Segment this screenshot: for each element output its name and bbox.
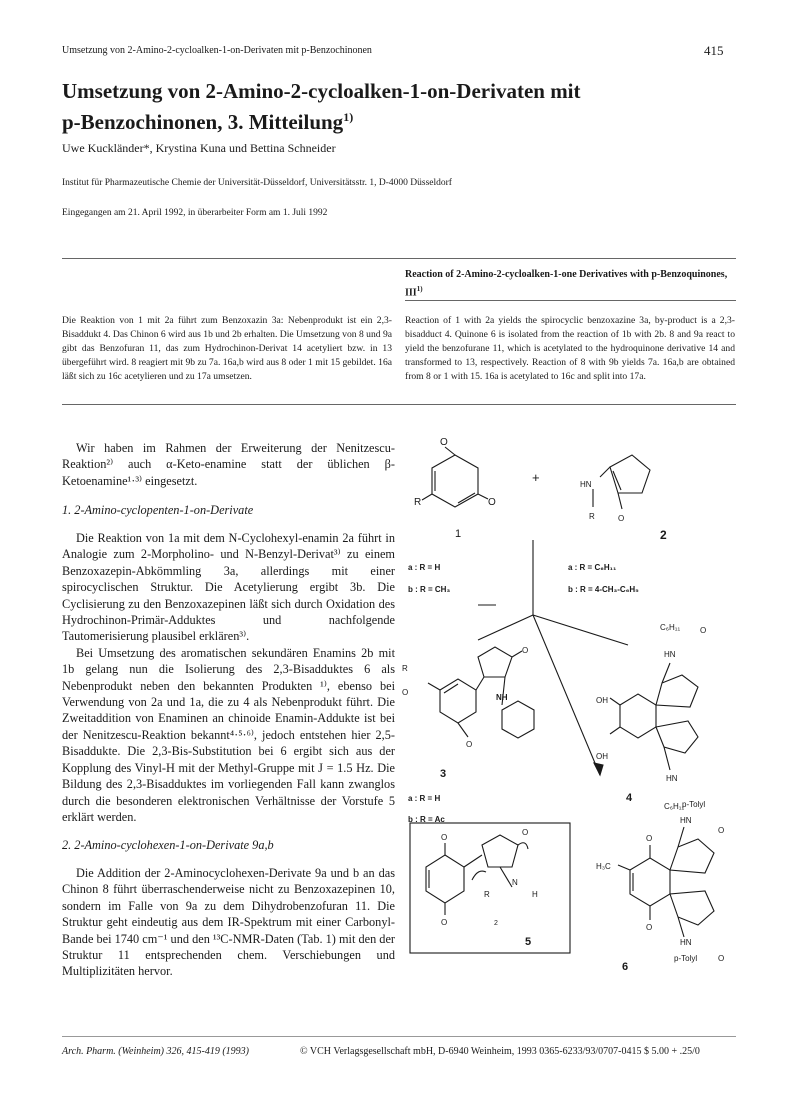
label-O-6b: O (646, 834, 653, 843)
plus-sign: + (532, 470, 540, 485)
label-O-3b: O (522, 646, 529, 655)
intro-text: Wir haben im Rahmen der Erweiterung der Nenitzescu-Reaktion²⁾ auch α-Keto-enamine statt der üblichen β-Ketoenamine¹·³⁾ eingesetzt. (62, 441, 395, 488)
section-1-heading: 1. 2-Amino-cyclopenten-1-on-Derivate (62, 503, 254, 517)
label-O-5c: O (522, 828, 529, 837)
structure-compound-4 (610, 663, 698, 770)
section-1-paragraph-1: Die Reaktion von 1a mit dem N-Cyclohexyl-enamin 2a führt in Analogie zum 2-Morpholino- und N-Benzyl-Derivat³⁾ zu einem Benzoxazepin-Abkömmling 3a, allerdings mit einer spirocyclischen Struktur. Die Acetylierung ergibt 3b. Die Cyclisierung zu den Benzoxazepinen läßt sich durch Oxidation des Hydrochinon-Primär-Adduktes und nachfolgende Tautomerisierung plausibel erklären³⁾. (62, 531, 395, 644)
label-O-1b: O (488, 497, 496, 508)
title-line-1: Umsetzung von 2-Amino-2-cycloalken-1-on-Derivaten mit (62, 79, 581, 103)
label-O-1: O (440, 437, 448, 448)
compound-2b-def: b : R = 4-CH₃-C₆H₅ (568, 585, 639, 594)
english-title-text: Reaction of 2-Amino-2-cycloalken-1-one Derivatives with p-Benzoquinones, III (405, 269, 728, 299)
affiliation: Institut für Pharmazeutische Chemie der Universität-Düsseldorf, Universitätsstr. 1, D-4000 Düsseldorf (62, 178, 452, 188)
label-R-1: R (414, 497, 422, 508)
english-title (405, 268, 735, 300)
label-HN-2: HN (580, 480, 592, 489)
label-R-2: R (589, 512, 595, 521)
abstract-german: Die Reaktion von 1 mit 2a führt zum Benzoxazin 3a: Nebenprodukt ist ein 2,3-Bisaddukt 4. Das Chinon 6 wird aus 1b und 2b erhalten. Die Umsetzung von 8 und 9a gibt das Benzofuran 11, das zum Hydrochinon-Derivat 14 acetyliert bzw. in 13 übergeführt wird. 8 reagiert mit 9b zu 7a. 16a,b wird aus 8 oder 1 mit 15 gebildet. 16a läßt sich zu 16c acetylieren und zu 17a umsetzen. (62, 315, 392, 382)
title-line-2: p-Benzochinonen, 3. Mitteilung (62, 110, 344, 134)
compound-3a-def: a : R = H (408, 794, 441, 803)
structure-compound-6 (618, 827, 714, 937)
section-2-heading: 2. 2-Amino-cyclohexen-1-on-Derivate 9a,b (62, 838, 274, 852)
label-2-in-5: 2 (494, 920, 498, 927)
intro-paragraph (62, 440, 395, 489)
compound-3-number: 3 (440, 768, 447, 780)
compound-5-number: 5 (525, 936, 532, 948)
compound-4-number: 4 (626, 792, 633, 804)
label-O-5a: O (441, 833, 448, 842)
label-OH-4b: OH (596, 752, 608, 761)
label-O-3c: O (466, 740, 473, 749)
label-R-3: R (402, 664, 408, 673)
label-O-4a: O (700, 626, 707, 635)
reaction-scheme (400, 425, 740, 985)
section-1-paragraph-2: Bei Umsetzung des aromatischen sekundären Enamins 2b mit 1b gelang nun die Isolierung des 2,3-Bisadduktes 6 als Nebenprodukt neben den bekannten Produkten ¹⁾, ebenso bei Verwendung von 2a und 1a, die zu 4 als Nebenprodukt führt. Die Zweitaddition von Enaminen an chinoide Enamin-Addukte ist bei der Nenitzescu-Reaktion bekannt⁴·⁵·⁶⁾, jedoch entstehen hier 2,5-Bisaddukte. Die 2,3-Bis-Substitution bei 6 ergibt sich aus der Kopplung des Vinyl-H mit der Methyl-Gruppe mit J = 1.5 Hz. Die Bildung des 2,3-Bisadduktes im vorliegenden Fall kann zwanglos durch die besonderen elektronischen Verhältnisse der Vorstufe 5 erklärt werden. (62, 645, 395, 824)
box-compound-5 (410, 823, 570, 953)
label-O-6c: O (646, 923, 653, 932)
page-number: 415 (704, 43, 724, 58)
divider-bottom (62, 404, 736, 405)
compound-2-number: 2 (660, 528, 667, 542)
compound-6-number: 6 (622, 961, 629, 973)
label-O-2: O (618, 514, 625, 523)
structure-compound-3 (428, 647, 534, 738)
structure-compound-5 (426, 835, 528, 915)
section-2-body (62, 865, 395, 980)
section-1-body (62, 530, 395, 825)
abstract-english: Reaction of 1 with 2a yields the spirocyclic benzoxazine 3a, by-product is a 2,3-bisadduct 4. Quinone 6 is isolated from the reaction of 1b with 2b. 8 and 9a react to yield the benzofurane 11, which is acetylated to the hydroquinone derivative 14 and transformed to 13, respectively. Reaction of 8 with 9b yields 7a. 16a,b are obtained from 8 or 1 with 15. 16a is acetylated to 16c and split into 17a. (405, 315, 735, 382)
structure-compound-1 (422, 447, 488, 507)
label-C6H11-4b: C₆H₁₁ (664, 802, 685, 811)
label-N-5: N (512, 878, 518, 887)
label-HN-6a: HN (680, 816, 692, 825)
received-date: Eingegangen am 21. April 1992, in überarbeiter Form am 1. Juli 1992 (62, 208, 328, 218)
structure-compound-2 (593, 455, 650, 509)
label-ptolyl-6b: p-Tolyl (674, 954, 698, 963)
compound-1-number: 1 (455, 528, 462, 540)
authors: Uwe Kuckländer*, Krystina Kuna und Bettina Schneider (62, 141, 336, 155)
label-H3C-6: H₃C (596, 862, 611, 871)
compound-2a-def: a : R = C₆H₁₁ (568, 563, 617, 572)
label-NH-3: NH (496, 693, 508, 702)
label-ptolyl-top: p-Tolyl (682, 800, 706, 809)
label-O-6d: O (718, 954, 725, 963)
journal-citation: Arch. Pharm. (Weinheim) 326, 415-419 (1993) (62, 1046, 250, 1057)
reaction-arrows (478, 540, 628, 775)
publisher-line: © VCH Verlagsgesellschaft mbH, D-6940 Weinheim, 1993 0365-6233/93/0707-0415 $ 5.00 + .25/0 (300, 1046, 700, 1057)
label-R-5: R (484, 890, 490, 899)
divider-top (62, 258, 736, 259)
label-HN-6b: HN (680, 938, 692, 947)
article-title (62, 78, 702, 135)
english-title-sup: 1) (416, 285, 423, 293)
label-H-5: H (532, 890, 538, 899)
compound-1a-def: a : R = H (408, 563, 441, 572)
label-O-3a: O (402, 688, 409, 697)
label-C6H11-4a: C₆H₁₁ (660, 623, 681, 632)
section-2-paragraph-1: Die Addition der 2-Aminocyclohexen-Derivate 9a und b an das Chinon 8 führt überraschenderweise nicht zu Benzoxazepinen 10, sondern im Falle von 9a zu dem Dihydrobenzofuran 11. Die Struktur geht eindeutig aus dem IR-Spektrum mit einer Carbonyl-Bande bei 1740 cm⁻¹ und den ¹³C-NMR-Daten (Tab. 1) mit den der Struktur 11 entsprechenden chem. Verschiebungen und Multiplizitäten hervor. (62, 866, 395, 979)
running-head: Umsetzung von 2-Amino-2-cycloalken-1-on-Derivaten mit p-Benzochinonen (62, 45, 372, 56)
label-OH-4a: OH (596, 696, 608, 705)
compound-1b-def: b : R = CH₃ (408, 585, 451, 594)
label-HN-4a: HN (664, 650, 676, 659)
label-O-5b: O (441, 918, 448, 927)
label-O-6a: O (718, 826, 725, 835)
compound-3b-def-text: b : R = Ac (408, 815, 445, 824)
label-HN-4b: HN (666, 774, 678, 783)
title-footnote-ref: 1) (343, 110, 354, 124)
footer-rule (62, 1036, 736, 1037)
